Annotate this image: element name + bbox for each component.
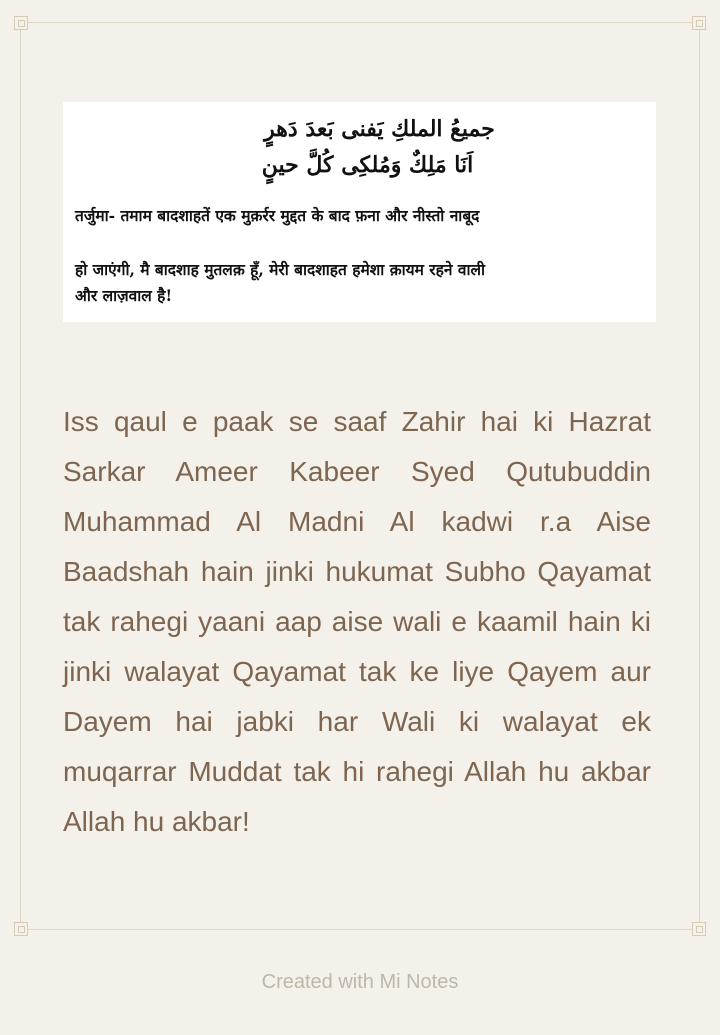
scanned-text-image[interactable] [63, 102, 656, 322]
frame-corner-ornament [14, 922, 28, 936]
frame-corner-ornament [692, 16, 706, 30]
hindi-translation-line-1: तर्जुमा- तमाम बादशाहतें एक मुक़र्रर मुद्दत के बाद फ़ना और नीस्तो नाबूद [75, 206, 480, 225]
hindi-translation-line-3: और लाज़वाल है! [75, 286, 173, 305]
created-with-footer: Created with Mi Notes [261, 971, 459, 993]
frame-corner-ornament [14, 16, 28, 30]
hindi-translation-line-2: हो जाएंगी, मै बादशाह मुतलक़ हूँ, मेरी बादशाहत हमेशा क़ायम रहने वाली [75, 260, 486, 279]
arabic-verse-line-1: جميعُ الملكِ يَفنى بَعدَ دَهرٍ [264, 116, 495, 142]
arabic-verse-line-2: اَنَا مَلِكٌ وَمُلكِى كُلَّ حينٍ [261, 152, 474, 178]
note-body-text: Iss qaul e paak se saaf Zahir hai ki Hazrat Sarkar Ameer Kabeer Syed Qutubuddin Muhammad Al Madni Al kadwi r.a Aise Baadshah hain jinki hukumat Subho Qayamat tak rahegi yaani aap aise wali e kaamil hain ki jinki walayat Qayamat tak ke liye Qayem aur Dayem hai jabki har Wali ki walayat ek muqarrar Muddat tak hi rahegi Allah hu akbar Allah hu akbar! [63, 406, 651, 837]
frame-corner-ornament [692, 922, 706, 936]
